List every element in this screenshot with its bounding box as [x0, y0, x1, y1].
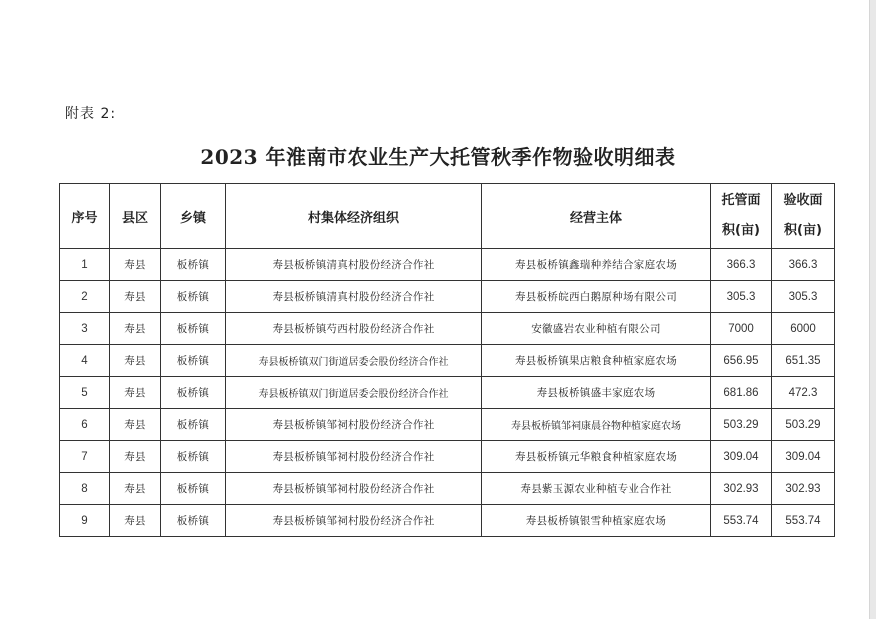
cell-seq: 1 — [60, 249, 110, 281]
header-accepted-line1: 验收面 — [783, 193, 823, 208]
table-row — [60, 377, 835, 409]
table-row — [60, 249, 835, 281]
cell-accepted-area: 302.93 — [772, 473, 835, 505]
cell-town: 板桥镇 — [161, 409, 226, 441]
cell-town: 板桥镇 — [161, 281, 226, 313]
cell-village: 寿县板桥镇邹祠村股份经济合作社 — [226, 441, 482, 473]
cell-operator: 寿县板桥镇邹祠康晨谷物种植家庭农场 — [482, 409, 711, 441]
table-row — [60, 441, 835, 473]
cell-town: 板桥镇 — [161, 441, 226, 473]
cell-seq: 6 — [60, 409, 110, 441]
cell-seq: 3 — [60, 313, 110, 345]
cell-managed-area: 553.74 — [711, 505, 772, 537]
cell-operator: 寿县板桥镇银雪种植家庭农场 — [482, 505, 711, 537]
cell-accepted-area: 553.74 — [772, 505, 835, 537]
cell-village: 寿县板桥镇双门街道居委会股份经济合作社 — [226, 345, 482, 377]
cell-county: 寿县 — [110, 377, 161, 409]
cell-county: 寿县 — [110, 409, 161, 441]
cell-town: 板桥镇 — [161, 505, 226, 537]
cell-operator: 寿县板桥镇元华粮食种植家庭农场 — [482, 441, 711, 473]
header-accepted-area — [772, 184, 835, 249]
table-row — [60, 473, 835, 505]
cell-accepted-area: 305.3 — [772, 281, 835, 313]
table-row — [60, 409, 835, 441]
annex-label: 附表 2: — [65, 106, 117, 122]
cell-managed-area: 305.3 — [711, 281, 772, 313]
cell-town: 板桥镇 — [161, 313, 226, 345]
cell-operator: 寿县板桥镇鑫瑞种养结合家庭农场 — [482, 249, 711, 281]
header-town: 乡镇 — [161, 184, 226, 249]
cell-county: 寿县 — [110, 249, 161, 281]
cell-accepted-area: 309.04 — [772, 441, 835, 473]
header-managed-area — [711, 184, 772, 249]
acceptance-table — [59, 183, 835, 537]
cell-managed-area: 366.3 — [711, 249, 772, 281]
cell-managed-area: 309.04 — [711, 441, 772, 473]
cell-town: 板桥镇 — [161, 345, 226, 377]
header-county: 县区 — [110, 184, 161, 249]
cell-town: 板桥镇 — [161, 377, 226, 409]
cell-county: 寿县 — [110, 505, 161, 537]
cell-village: 寿县板桥镇芍西村股份经济合作社 — [226, 313, 482, 345]
header-accepted-line2: 积(亩) — [784, 223, 822, 238]
cell-county: 寿县 — [110, 345, 161, 377]
cell-county: 寿县 — [110, 281, 161, 313]
cell-accepted-area: 503.29 — [772, 409, 835, 441]
cell-seq: 5 — [60, 377, 110, 409]
cell-operator: 寿县板桥皖西白鹅原种场有限公司 — [482, 281, 711, 313]
document-title: 2023 年淮南市农业生产大托管秋季作物验收明细表 — [200, 145, 676, 169]
cell-managed-area: 503.29 — [711, 409, 772, 441]
cell-managed-area: 302.93 — [711, 473, 772, 505]
cell-seq: 8 — [60, 473, 110, 505]
cell-operator: 安徽盛岩农业种植有限公司 — [482, 313, 711, 345]
cell-seq: 2 — [60, 281, 110, 313]
cell-village: 寿县板桥镇邹祠村股份经济合作社 — [226, 409, 482, 441]
table-header-row — [60, 184, 835, 249]
header-operator: 经营主体 — [482, 184, 711, 249]
cell-village: 寿县板桥镇双门街道居委会股份经济合作社 — [226, 377, 482, 409]
header-managed-line1: 托管面 — [721, 193, 761, 208]
cell-managed-area: 7000 — [711, 313, 772, 345]
cell-village: 寿县板桥镇邹祠村股份经济合作社 — [226, 473, 482, 505]
cell-village: 寿县板桥镇清真村股份经济合作社 — [226, 249, 482, 281]
cell-county: 寿县 — [110, 441, 161, 473]
cell-town: 板桥镇 — [161, 249, 226, 281]
cell-seq: 4 — [60, 345, 110, 377]
cell-operator: 寿县板桥镇盛丰家庭农场 — [482, 377, 711, 409]
cell-operator: 寿县板桥镇果店粮食种植家庭农场 — [482, 345, 711, 377]
cell-accepted-area: 651.35 — [772, 345, 835, 377]
cell-village: 寿县板桥镇邹祠村股份经济合作社 — [226, 505, 482, 537]
cell-town: 板桥镇 — [161, 473, 226, 505]
header-seq: 序号 — [60, 184, 110, 249]
cell-accepted-area: 472.3 — [772, 377, 835, 409]
table-row — [60, 505, 835, 537]
cell-managed-area: 681.86 — [711, 377, 772, 409]
cell-county: 寿县 — [110, 473, 161, 505]
cell-accepted-area: 366.3 — [772, 249, 835, 281]
cell-county: 寿县 — [110, 313, 161, 345]
header-village: 村集体经济组织 — [226, 184, 482, 249]
cell-village: 寿县板桥镇清真村股份经济合作社 — [226, 281, 482, 313]
cell-seq: 9 — [60, 505, 110, 537]
table-row — [60, 345, 835, 377]
cell-operator: 寿县紫玉源农业种植专业合作社 — [482, 473, 711, 505]
table-row — [60, 313, 835, 345]
cell-seq: 7 — [60, 441, 110, 473]
page-edge-divider — [869, 0, 876, 619]
cell-managed-area: 656.95 — [711, 345, 772, 377]
cell-accepted-area: 6000 — [772, 313, 835, 345]
table-row — [60, 281, 835, 313]
header-managed-line2: 积(亩) — [722, 223, 760, 238]
